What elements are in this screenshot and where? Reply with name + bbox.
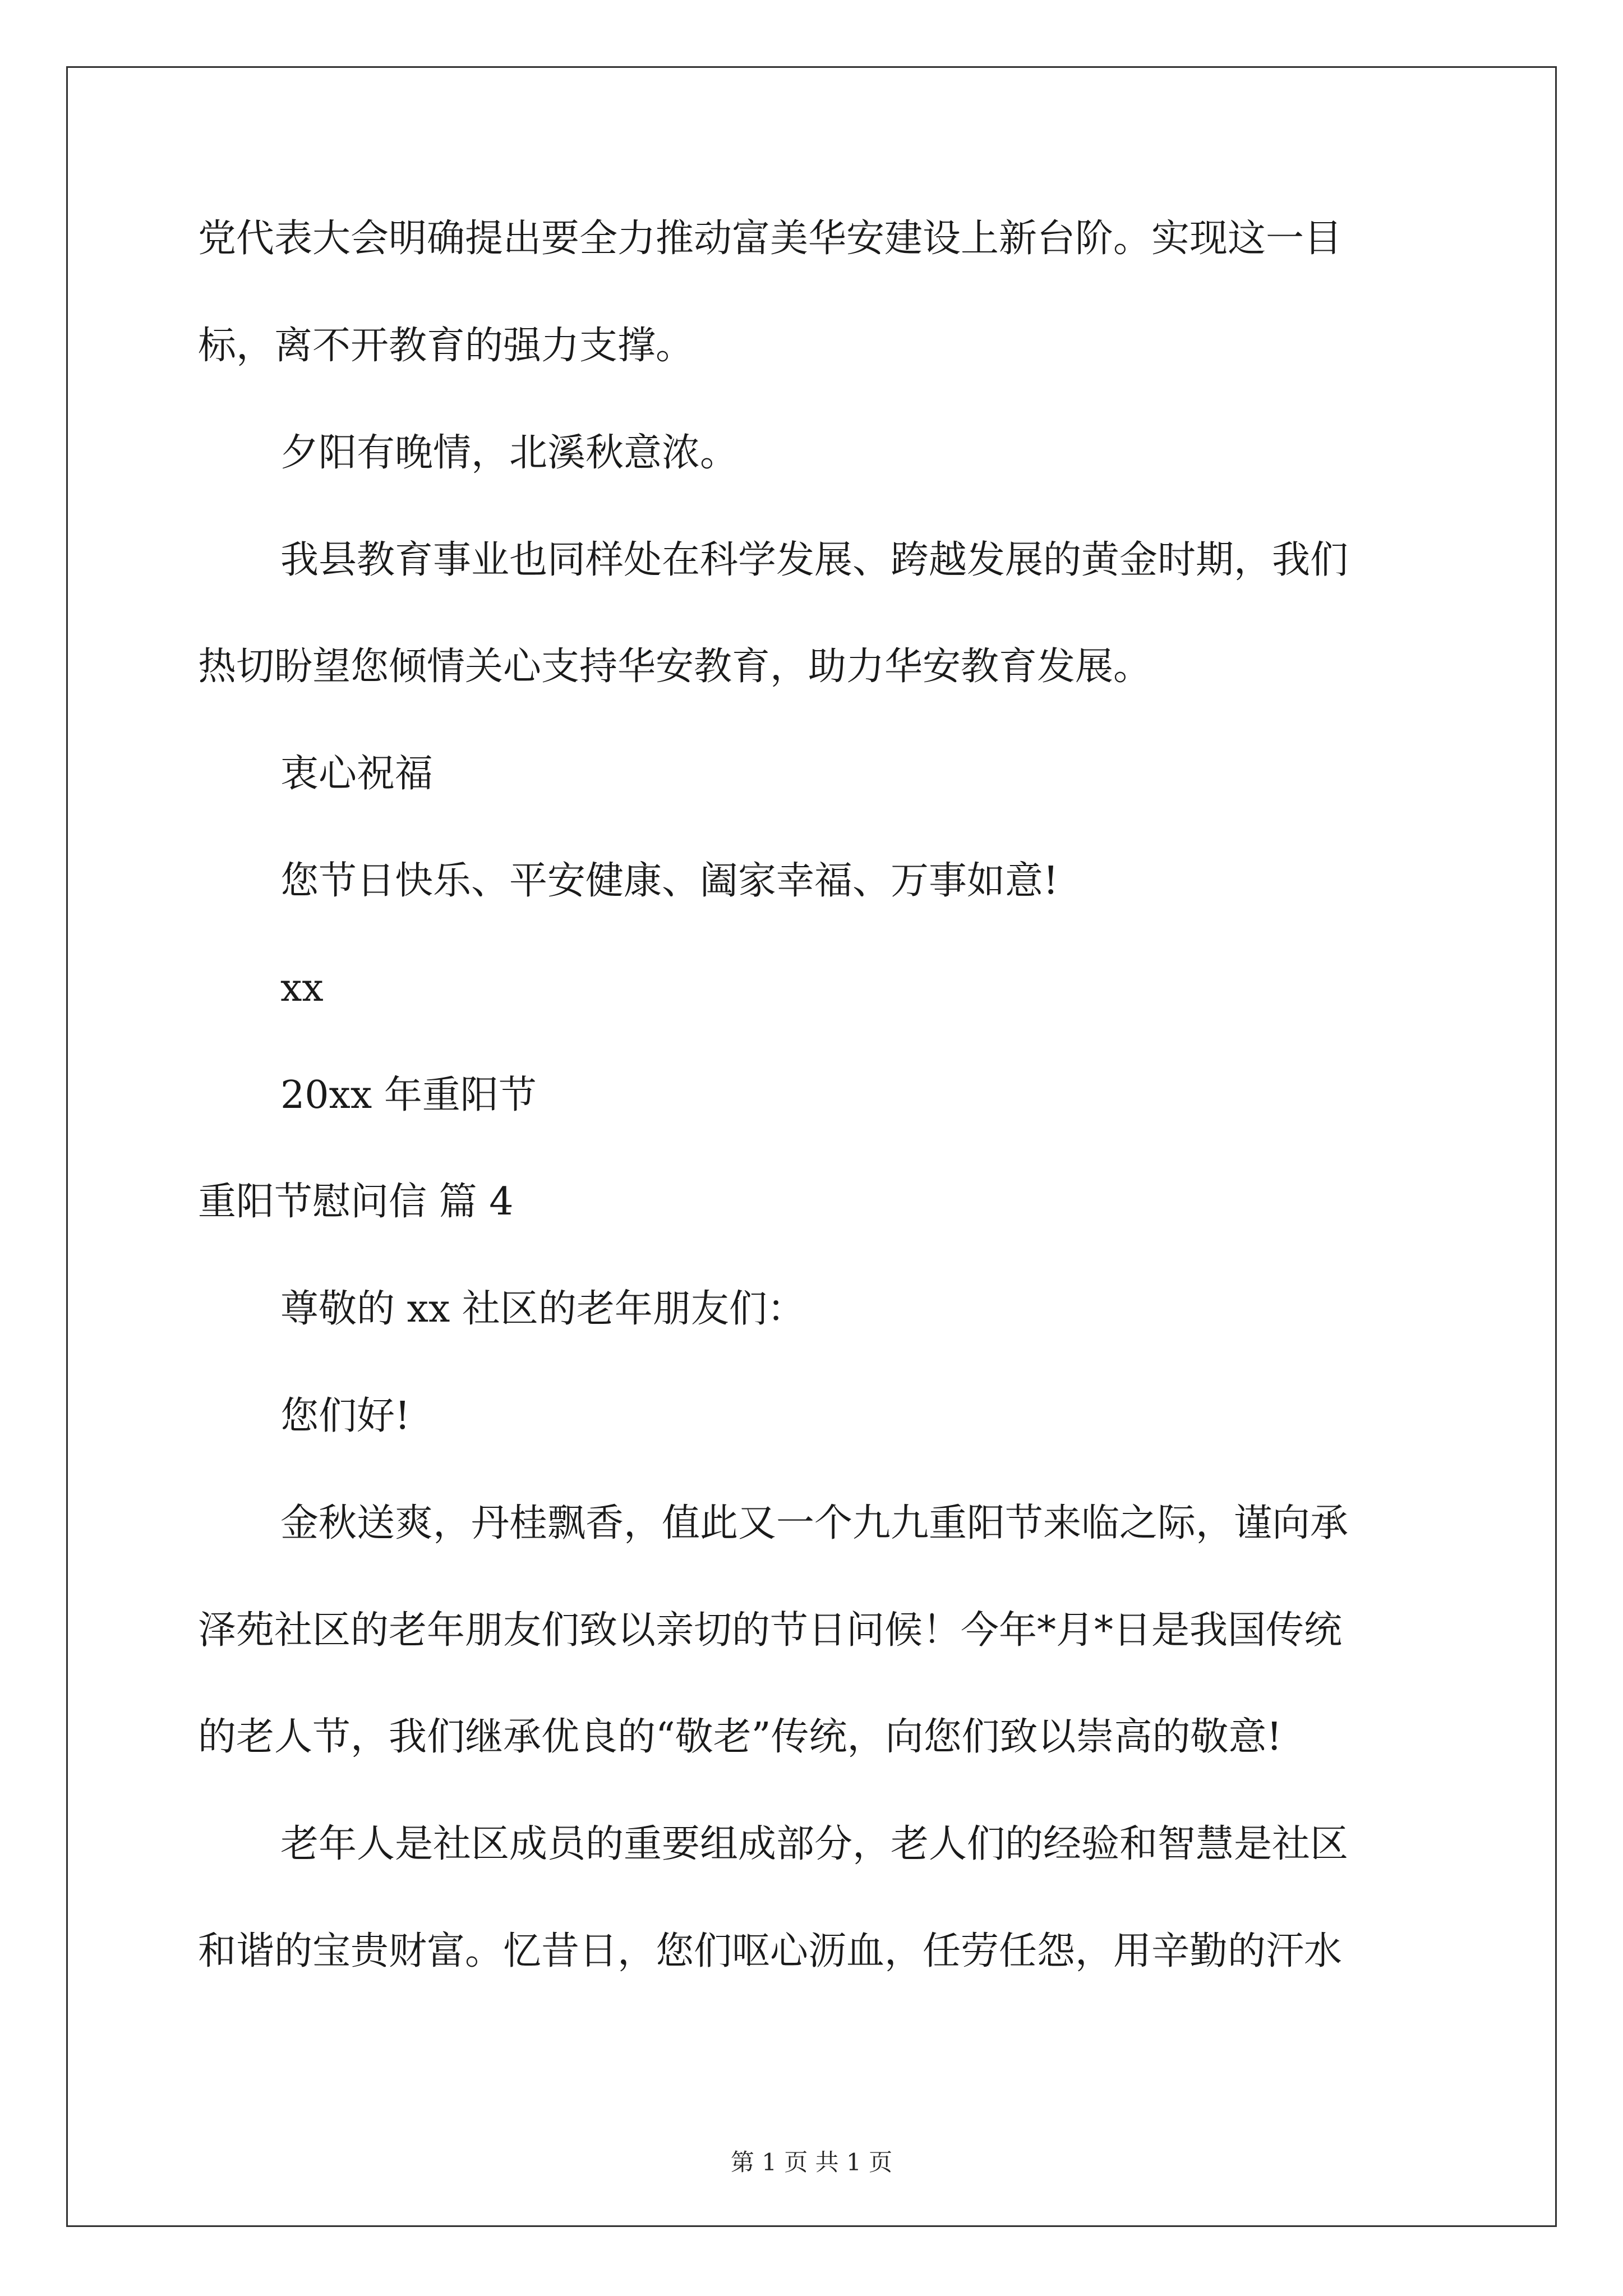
- paragraph-line: 您节日快乐、平安健康、阖家幸福、万事如意!: [280, 859, 1059, 903]
- paragraph-line: 泽苑社区的老年朋友们致以亲切的节日问候！今年*月*日是我国传统: [198, 1608, 1343, 1653]
- paragraph-line: 热切盼望您倾情关心支持华安教育，助力华安教育发展。: [198, 645, 1152, 689]
- paragraph-line: 的老人节，我们继承优良的“敬老”传统，向您们致以崇高的敬意!: [198, 1715, 1282, 1759]
- page-border: [66, 66, 1557, 2227]
- paragraph-line: 我县教育事业也同样处在科学发展、跨越发展的黄金时期，我们: [280, 538, 1349, 582]
- paragraph-line: 党代表大会明确提出要全力推动富美华安建设上新台阶。实现这一目: [198, 217, 1343, 261]
- salutation-line: 尊敬的 xx 社区的老年朋友们：: [280, 1287, 805, 1331]
- paragraph-line: 标，离不开教育的强力支撑。: [198, 324, 694, 368]
- paragraph-line: 夕阳有晚情，北溪秋意浓。: [280, 431, 739, 475]
- page-number-footer: 第 1 页 共 1 页: [730, 2148, 893, 2176]
- signature-line: xx: [280, 966, 324, 1010]
- paragraph-line: 金秋送爽，丹桂飘香，值此又一个九九重阳节来临之际，谨向承: [280, 1501, 1349, 1545]
- section-heading: 重阳节慰问信 篇 4: [198, 1180, 514, 1224]
- paragraph-line: 和谐的宝贵财富。忆昔日，您们呕心沥血，任劳任怨，用辛勤的汗水: [198, 1929, 1343, 1973]
- paragraph-line: 衷心祝福: [280, 752, 434, 796]
- paragraph-line: 老年人是社区成员的重要组成部分，老人们的经验和智慧是社区: [280, 1822, 1349, 1866]
- date-line: 20xx 年重阳节: [280, 1073, 537, 1117]
- greeting-line: 您们好!: [280, 1394, 411, 1438]
